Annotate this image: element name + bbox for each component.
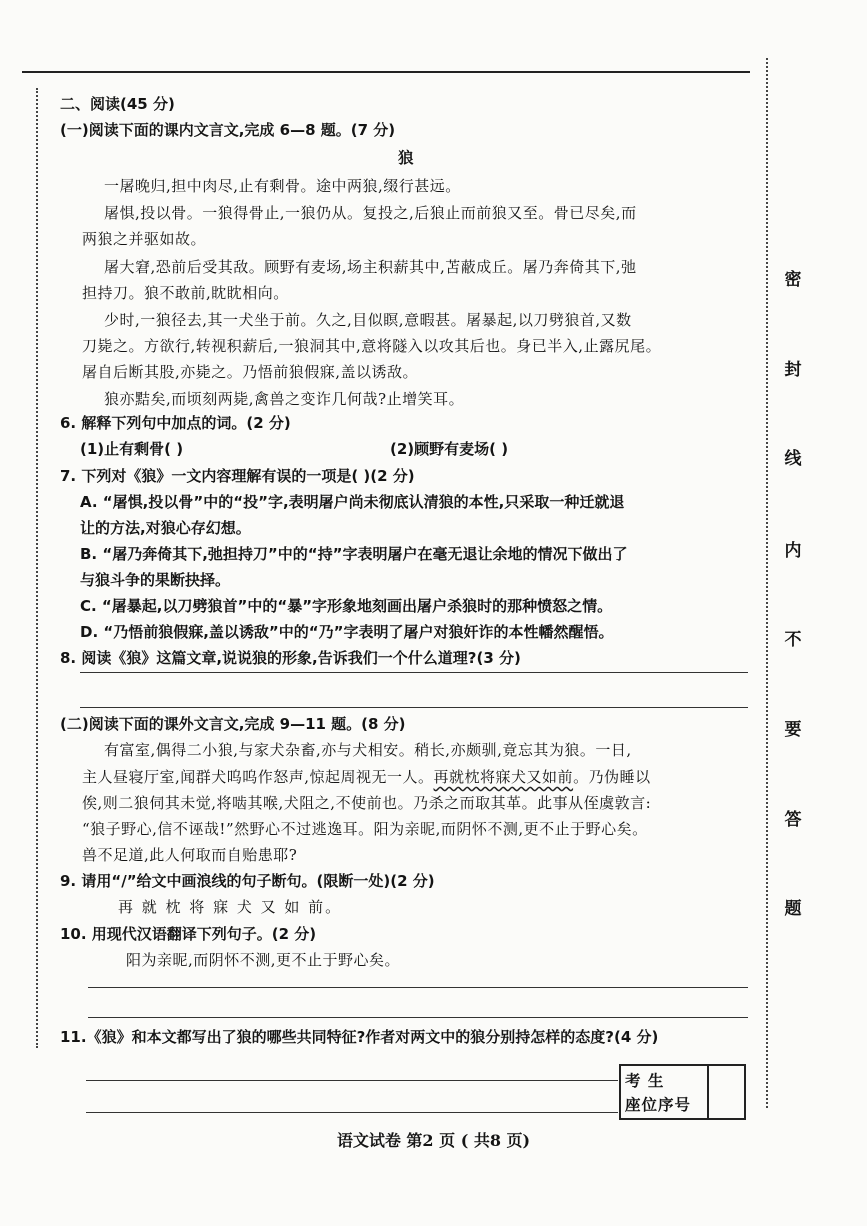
left-margin-dotted-line [36, 88, 38, 1048]
passage-line: 两狼之并驱如故。 [82, 230, 207, 248]
passage2-text: 主人昼寝厅室,闻群犬呜呜作怒声,惊起周视无一人。 [82, 768, 434, 786]
seat-number-box [619, 1064, 746, 1120]
q6-item-1: (1)止有剩骨( ) [80, 440, 184, 458]
seal-char: 封 [784, 360, 802, 380]
q6-item-2: (2)顾野有麦场( ) [390, 440, 509, 458]
passage-line: 一屠晚归,担中肉尽,止有剩骨。途中两狼,缀行甚远。 [104, 177, 461, 195]
seal-char: 要 [784, 720, 802, 740]
passage-line: 担持刀。狼不敢前,眈眈相向。 [82, 284, 289, 302]
passage-line: 屠自后断其股,亦毙之。乃悟前狼假寐,盖以诱敌。 [82, 363, 419, 381]
q7-option: A. “屠惧,投以骨”中的“投”字,表明屠户尚未彻底认清狼的本性,只采取一种迁就退 [80, 493, 625, 511]
seat-label-line1: 考 生 [625, 1071, 665, 1090]
q6-stem: 6. 解释下列句中加点的词。(2 分) [60, 414, 291, 432]
passage2-line [82, 765, 651, 789]
seal-char: 答 [784, 810, 802, 830]
passage-line: 屠惧,投以骨。一狼得骨止,一狼仍从。复投之,后狼止而前狼又至。骨已尽矣,而 [104, 204, 637, 222]
top-rule [22, 71, 750, 73]
q7-option: B. “屠乃奔倚其下,弛担持刀”中的“持”字表明屠户在毫无退让余地的情况下做出了 [80, 545, 628, 563]
q7-option: C. “屠暴起,以刀劈狼首”中的“暴”字形象地刻画出屠户杀狼时的那种愤怒之情。 [80, 597, 613, 615]
answer-line[interactable] [86, 1112, 618, 1113]
passage2-line: 兽不足道,此人何取而自贻患耶? [82, 846, 298, 864]
q7-option: 让的方法,对狼心存幻想。 [80, 519, 251, 537]
q11-stem: 11.《狼》和本文都写出了狼的哪些共同特征?作者对两文中的狼分别持怎样的态度?(4 分) [60, 1028, 659, 1046]
wavy-underlined-sentence: 再就枕将寐犬又如前 [433, 768, 574, 786]
seal-dotted-line [766, 58, 768, 1108]
passage-line: 少时,一狼径去,其一犬坐于前。久之,目似瞑,意暇甚。屠暴起,以刀劈狼首,又数 [104, 311, 632, 329]
q7-stem: 7. 下列对《狼》一文内容理解有误的一项是( )(2 分) [60, 467, 415, 485]
seal-char: 线 [784, 449, 802, 469]
answer-line[interactable] [88, 1017, 748, 1018]
answer-line[interactable] [80, 672, 748, 673]
q7-option: 与狼斗争的果断抉择。 [80, 571, 231, 589]
q8-stem: 8. 阅读《狼》这篇文章,说说狼的形象,告诉我们一个什么道理?(3 分) [60, 649, 521, 667]
passage2-text: 。乃伪睡以 [573, 768, 651, 786]
answer-line[interactable] [80, 707, 748, 708]
answer-line[interactable] [86, 1080, 618, 1081]
seat-label-line2: 座位序号 [625, 1095, 692, 1114]
q10-sentence: 阳为亲昵,而阴怀不测,更不止于野心矣。 [126, 951, 401, 969]
part2-heading: (二)阅读下面的课外文言文,完成 9—11 题。(8 分) [60, 715, 406, 733]
passage2-line: “狼子野心,信不诬哉!”然野心不过逃逸耳。阳为亲昵,而阴怀不测,更不止于野心矣。 [82, 820, 648, 838]
part1-heading: (一)阅读下面的课内文言文,完成 6—8 题。(7 分) [60, 121, 396, 139]
passage-title: 狼 [398, 148, 414, 167]
passage-line: 狼亦黠矣,而顷刻两毙,禽兽之变诈几何哉?止增笑耳。 [104, 390, 465, 408]
passage-line: 刀毙之。方欲行,转视积薪后,一狼洞其中,意将隧入以攻其后也。身已半入,止露尻尾。 [82, 337, 662, 355]
seal-char: 不 [784, 630, 802, 650]
passage2-line: 有富室,偶得二小狼,与家犬杂畜,亦与犬相安。稍长,亦颇驯,竟忘其为狼。一日, [104, 741, 632, 759]
q7-option: D. “乃悟前狼假寐,盖以诱敌”中的“乃”字表明了屠户对狼奸诈的本性幡然醒悟。 [80, 623, 614, 641]
passage2-line: 俟,则二狼伺其未觉,将啮其喉,犬阻之,不使前也。乃杀之而取其革。此事从侄虞敦言: [82, 794, 652, 812]
seal-char: 内 [784, 541, 802, 561]
page-footer: 语文试卷 第2 页 ( 共8 页) [336, 1131, 531, 1150]
q9-stem: 9. 请用“/”给文中画浪线的句子断句。(限断一处)(2 分) [60, 872, 435, 890]
seal-char: 题 [784, 899, 802, 919]
section-title: 二、阅读(45 分) [60, 95, 175, 113]
answer-line[interactable] [88, 987, 748, 988]
seal-char: 密 [784, 270, 802, 290]
passage-line: 屠大窘,恐前后受其敌。顾野有麦场,场主积薪其中,苫蔽成丘。屠乃奔倚其下,弛 [104, 258, 637, 276]
q10-stem: 10. 用现代汉语翻译下列句子。(2 分) [60, 925, 317, 943]
q9-sentence: 再 就 枕 将 寐 犬 又 如 前。 [118, 898, 343, 916]
